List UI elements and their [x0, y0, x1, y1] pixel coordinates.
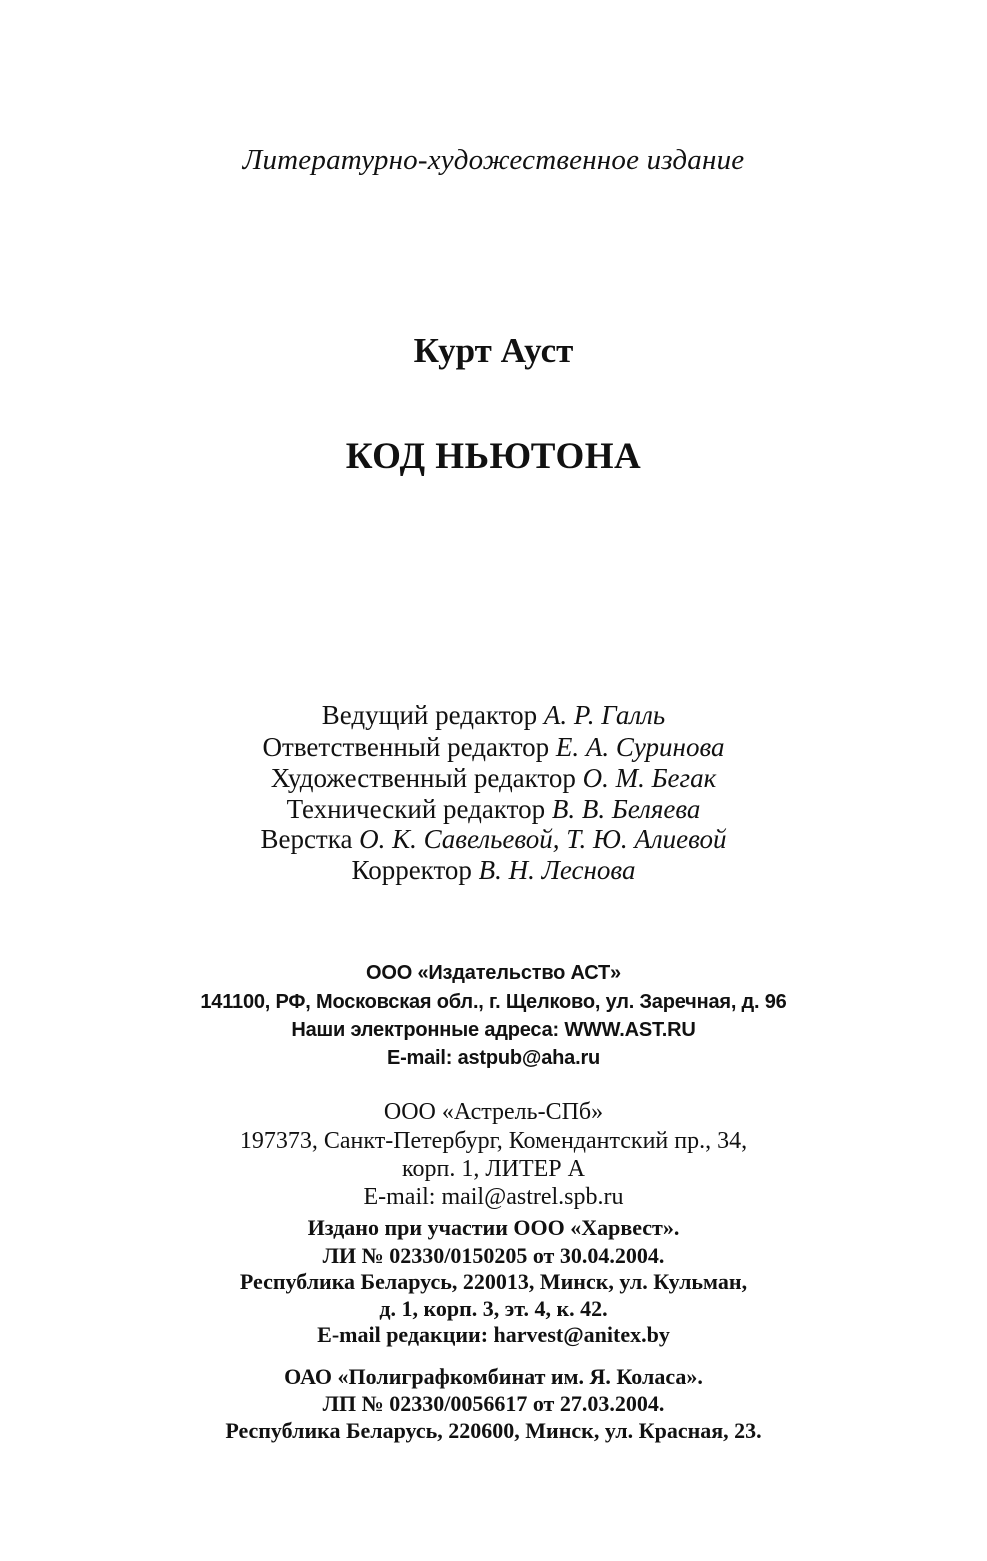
credit-line [0, 765, 987, 792]
publisher-line: E-mail: astpub@aha.ru [386, 1047, 601, 1069]
credit-line [0, 734, 987, 761]
harvest-line: д. 1, корп. 3, эт. 4, к. 42. [379, 1296, 608, 1321]
credit-role: Верстка [260, 824, 353, 854]
printer-line: Республика Беларусь, 220600, Минск, ул. Красная, 23. [225, 1418, 762, 1443]
printer-line: ЛП № 02330/0056617 от 27.03.2004. [322, 1391, 665, 1416]
publisher-line: Наши электронные адреса: WWW.AST.RU [291, 1019, 696, 1041]
credit-name: Е. А. Суринова [555, 732, 725, 762]
publisher-line: 141100, РФ, Московская обл., г. Щелково, ул. Заречная, д. 96 [200, 991, 787, 1013]
credit-name: О. М. Бегак [582, 763, 717, 793]
publisher-line: корп. 1, ЛИТЕР А [402, 1156, 585, 1182]
credit-line [0, 826, 987, 853]
credit-role: Корректор [351, 855, 472, 885]
harvest-line: E-mail редакции: harvest@anitex.by [317, 1322, 670, 1347]
credit-name: В. В. Беляева [551, 794, 701, 824]
credit-role: Ведущий редактор [321, 700, 538, 730]
credit-role: Ответственный редактор [262, 732, 550, 762]
credit-line [0, 796, 987, 823]
printer-line: ОАО «Полиграфкомбинат им. Я. Коласа». [284, 1364, 703, 1389]
publisher-line: E-mail: mail@astrel.spb.ru [363, 1184, 624, 1210]
credit-line [0, 702, 987, 729]
edition-type: Литературно-художественное издание [242, 144, 745, 176]
credit-name: А. Р. Галль [543, 700, 666, 730]
publisher-line: ООО «Издательство АСТ» [366, 962, 621, 984]
harvest-line: Республика Беларусь, 220013, Минск, ул. Кульман, [239, 1269, 748, 1294]
credit-role: Технический редактор [286, 794, 546, 824]
harvest-line: ЛИ № 02330/0150205 от 30.04.2004. [322, 1243, 665, 1268]
harvest-line: Издано при участии ООО «Харвест». [307, 1215, 680, 1240]
credit-line [0, 857, 987, 884]
credit-role: Художественный редактор [270, 763, 576, 793]
book-title: КОД НЬЮТОНА [345, 436, 642, 477]
publisher-line: ООО «Астрель-СПб» [383, 1099, 604, 1125]
publisher-line: 197373, Санкт-Петербург, Комендантский пр., 34, [239, 1128, 748, 1154]
credit-name: В. Н. Леснова [478, 855, 636, 885]
credit-name: О. К. Савельевой, Т. Ю. Алиевой [359, 824, 727, 854]
book-author: Курт Ауст [413, 331, 574, 370]
